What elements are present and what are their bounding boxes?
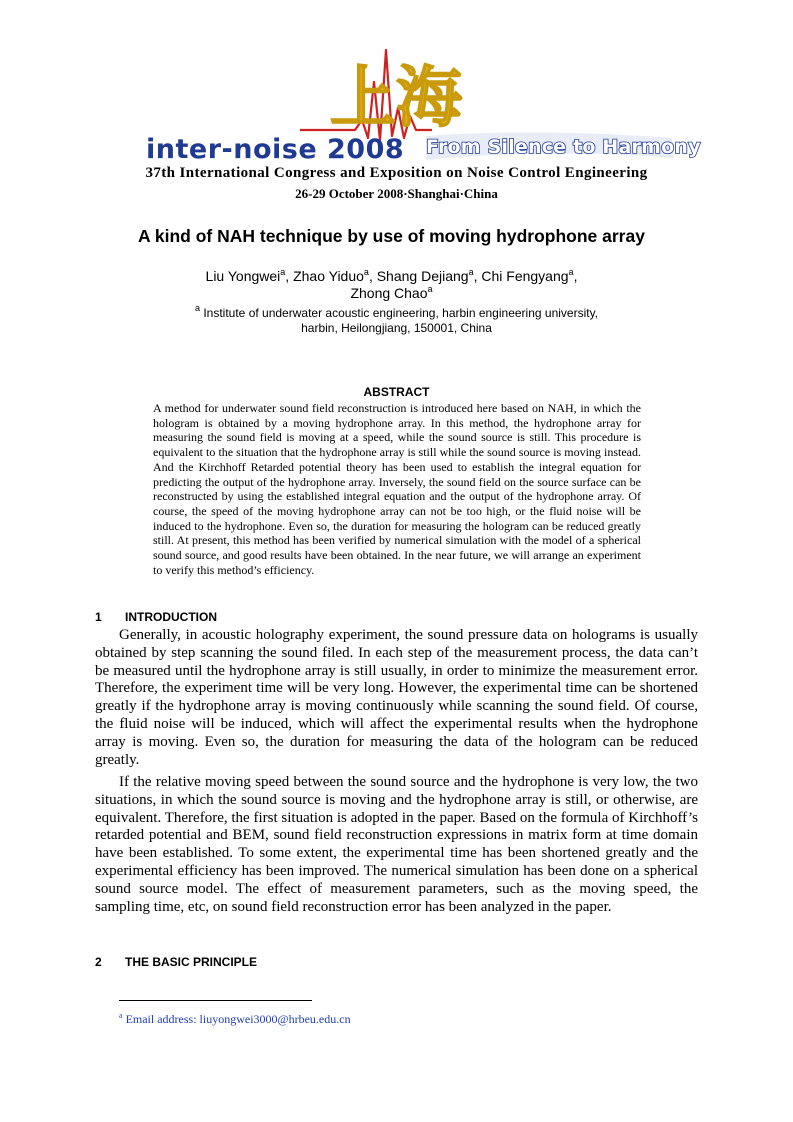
- author-separator: ,: [573, 268, 578, 284]
- author-name: Shang Dejiang: [376, 268, 469, 284]
- conference-motto: From Silence to Harmony: [426, 136, 701, 158]
- footnote-email: $^a$ Email address: liuyongwei3000@hrbeu.edu.cn: [119, 1011, 351, 1026]
- abstract-text: A method for underwater sound field reconstruction is introduced here based on NAH, in which the hologram is obtained by a moving hydrophone array. In this method, the hydrophone array for measuring the sound field is moving at a speed, while the sound source is still. This procedure is equivalent to the situation that the hydrophone array is still while the sound source is moving instead. And the Kirchhoff Retarded potential theory has been used to establish the integral equation for predicting the output of the hydrophone array. Inversely, the sound field on the source surface can be reconstructed by using the established integral equation and the output of the hydrophone array. Of course, the speed of the moving hydrophone array can not be too high, or the fluid noise will be induced to the hydrophone. Even so, the duration for measuring the hologram can be reduced greatly still. At present, this method has been verified by numerical simulation with the model of a spherical sound source, and good results have been obtained. In the near future, we will arrange an experiment to verify this method’s efficiency.: [153, 401, 641, 577]
- conference-dates: 26-29 October 2008·Shanghai·China: [295, 186, 498, 201]
- affiliation: [0, 303, 793, 336]
- section-heading-introduction: [95, 610, 217, 624]
- conference-banner: [0, 0, 793, 205]
- affiliation-line-1: $^a$ Institute of underwater acoustic engineering, harbin engineering university,: [194, 303, 599, 320]
- section-heading-basic-principle: [95, 955, 257, 969]
- author-name: Chi Fengyang: [481, 268, 569, 284]
- congress-title: 37th International Congress and Exposition on Noise Control Engineering: [145, 165, 648, 181]
- section-number: 2: [95, 955, 102, 969]
- author-separator: ,: [473, 268, 482, 284]
- author-mark: a: [427, 284, 433, 294]
- affiliation-line-2: harbin, Heilongjiang, 150001, China: [301, 321, 492, 335]
- footnote-rule: [119, 1000, 312, 1001]
- affiliation-mark: a: [194, 303, 200, 313]
- author-mark: a: [363, 267, 369, 277]
- section-title: THE BASIC PRINCIPLE: [125, 955, 258, 969]
- author-name: Zhao Yiduo: [293, 268, 364, 284]
- logo-chinese-text: 上海: [330, 59, 462, 136]
- author-name: Liu Yongwei: [205, 268, 281, 284]
- author-line-2: [0, 285, 783, 302]
- section-number: 1: [95, 610, 102, 624]
- author-separator: ,: [285, 268, 294, 284]
- author-line-1: [0, 268, 783, 285]
- abstract-heading: ABSTRACT: [363, 385, 430, 399]
- paper-title: A kind of NAH technique by use of moving hydrophone array: [138, 226, 645, 246]
- author-mark: a: [468, 267, 474, 277]
- author-list: [0, 268, 783, 302]
- section-title: INTRODUCTION: [125, 610, 217, 624]
- footnote-mark: a: [119, 1011, 123, 1020]
- body-paragraph: If the relative moving speed between the sound source and the hydrophone is very low, the two situations, in which the sound source is moving and the hydrophone array is still, or otherwise, are equivalent. Therefore, the first situation is adopted in the paper. Based on the formula of Kirchhoff’s retarded potential and BEM, sound field reconstruction expressions in matrix form at time domain have been established. To some extent, the experimental time has been shortened greatly and the experimental efficiency has been improved. The numerical simulation has been done on a spherical sound source model. The effect of measurement parameters, such as the moving speed, the sampling time, etc, on sound field reconstruction error has been analyzed in the paper.: [95, 774, 698, 915]
- conference-name: inter-noise 2008: [146, 134, 405, 165]
- author-separator: ,: [368, 268, 377, 284]
- author-mark: a: [568, 267, 574, 277]
- body-paragraph: Generally, in acoustic holography experiment, the sound pressure data on holograms is usually obtained by step scanning the sound filed. In each step of the measurement process, the data can’t be measured until the hydrophone array is still usually, in order to minimize the measurement error. Therefore, the experiment time will be very long. However, the experimental time can be shortened greatly if the hydrophone array is moving continuously while scanning the sound field. Of course, the fluid noise will be induced, which will affect the experimental results when the hydrophone array is moving. Even so, the duration for measuring the data of the hologram can be reduced greatly.: [95, 627, 698, 768]
- author-name: Zhong Chao: [350, 285, 428, 301]
- author-mark: a: [280, 267, 286, 277]
